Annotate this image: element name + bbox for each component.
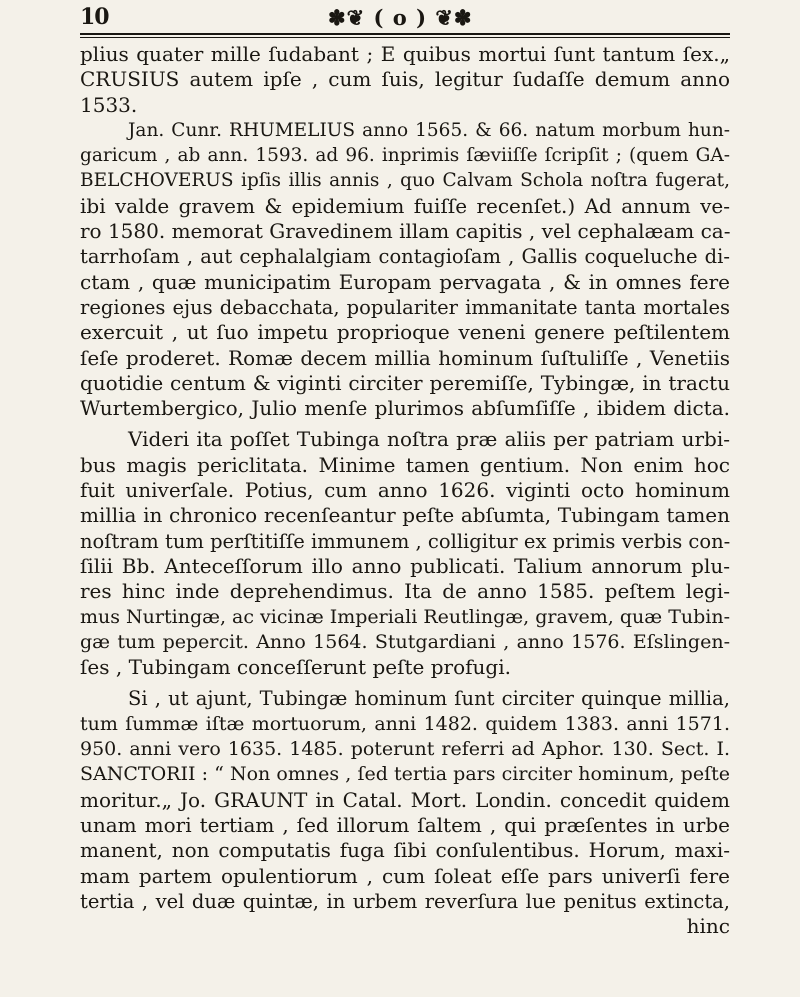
text-line: garicum , ab ann. 1593. ad 96. inprimis ſæviiſſe ſcripſit ; (quem GA- bbox=[80, 145, 730, 167]
page-header bbox=[80, 2, 730, 36]
body-text bbox=[80, 42, 730, 939]
text-line: ctam , quæ municipatim Europam pervagata , & in omnes fere bbox=[80, 269, 730, 294]
text-line: ro 1580. memorat Gravedinem illam capitis , vel cephalæam ca- bbox=[80, 219, 731, 244]
text-line: Videri ita poſſet Tubinga noſtra præ aliis per patriam urbi- bbox=[128, 427, 730, 452]
text-line: noſtram tum perſtitiſſe immunem , colligitur ex primis verbis con- bbox=[80, 529, 731, 553]
text-line: unam mori tertiam , ſed illorum ſaltem , qui præſentes in urbe bbox=[80, 812, 730, 837]
text-line: exercuit , ut ſuo impetu proprioque veneni genere peſtilentem bbox=[80, 320, 730, 345]
text-line: mam partem opulentiorum , cum ſoleat eſſe pars univerſi fere bbox=[80, 863, 730, 888]
text-line: ſeſe proderet. Romæ decem millia hominum ſuſtuliſſe , Venetiis bbox=[80, 345, 730, 370]
text-line: fuit univerſale. Potius, cum anno 1626. viginti octo hominum bbox=[80, 478, 730, 503]
catchword: hinc bbox=[686, 914, 730, 939]
text-line: 950. anni vero 1635. 1485. poterunt referri ad Aphor. 130. Sect. I. bbox=[80, 738, 730, 761]
text-line: millia in chronico recenſeantur peſte abſumta, Tubingam tamen bbox=[80, 503, 730, 528]
text-line: res hinc inde deprehendimus. Ita de anno 1585. peſtem legi- bbox=[80, 579, 730, 604]
text-line: regiones ejus debacchata, populariter immanitate tanta mortales bbox=[80, 295, 730, 319]
text-line: Si , ut ajunt, Tubingæ hominum ſunt circiter quinque millia, bbox=[128, 687, 730, 711]
text-line: ibi valde gravem & epidemium fuiſſe recenſet.) Ad annum ve- bbox=[80, 193, 730, 218]
text-line: CRUSIUS autem ipſe , cum ſuis, legitur ſudaſſe demum anno bbox=[80, 67, 730, 92]
text-line: SANCTORII : “ Non omnes , ſed tertia pars circiter hominum, peſte bbox=[80, 763, 730, 786]
text-line: BELCHOVERUS ipſis illis annis , quo Calvam Schola noſtra fugerat, bbox=[80, 170, 730, 192]
text-line: plius quater mille ſudabant ; E quibus mortui ſunt tantum ſex.„ bbox=[80, 42, 730, 66]
text-line: 1533. bbox=[80, 92, 138, 117]
text-line: tum ſummæ iſtæ mortuorum, anni 1482. quidem 1383. anni 1571. bbox=[80, 712, 730, 735]
text-line: Jan. Cunr. RHUMELIUS anno 1565. & 66. natum morbum hun- bbox=[128, 119, 730, 141]
text-line: tarrhoſam , aut cephalalgiam contagioſam , Gallis coqueluche di- bbox=[80, 245, 730, 269]
text-line: bus magis periclitata. Minime tamen gentium. Non enim hoc bbox=[80, 452, 730, 477]
text-line: mus Nurtingæ, ac vicinæ Imperiali Reutlingæ, gravem, quæ Tubin- bbox=[80, 605, 730, 628]
text-line: gæ tum pepercit. Anno 1564. Stutgardiani , anno 1576. Eſslingen- bbox=[80, 630, 730, 653]
text-line: ſilii Bb. Anteceſſorum illo anno publicati. Talium annorum plu- bbox=[80, 553, 730, 578]
header-ornament: ✽❦ ( o ) ❦✽ bbox=[328, 5, 473, 30]
text-line: moritur.„ Jo. GRAUNT in Catal. Mort. Londin. concedit quidem bbox=[80, 787, 730, 812]
text-line: Wurtembergico, Julio menſe plurimos abſumſiſſe , ibidem dicta. bbox=[80, 396, 730, 421]
text-line: quotidie centum & viginti circiter peremiſſe, Tybingæ, in tractu bbox=[80, 370, 730, 395]
text-line: tertia , vel duæ quintæ, in urbem reverſura lue penitus extincta, bbox=[80, 889, 730, 913]
text-line: ſes , Tubingam conceſſerunt peſte profugi. bbox=[80, 655, 511, 680]
text-line: manent, non computatis fuga ſibi conſulentibus. Horum, maxi- bbox=[80, 838, 730, 863]
page-number: 10 bbox=[80, 4, 109, 30]
header-rule bbox=[80, 33, 730, 38]
